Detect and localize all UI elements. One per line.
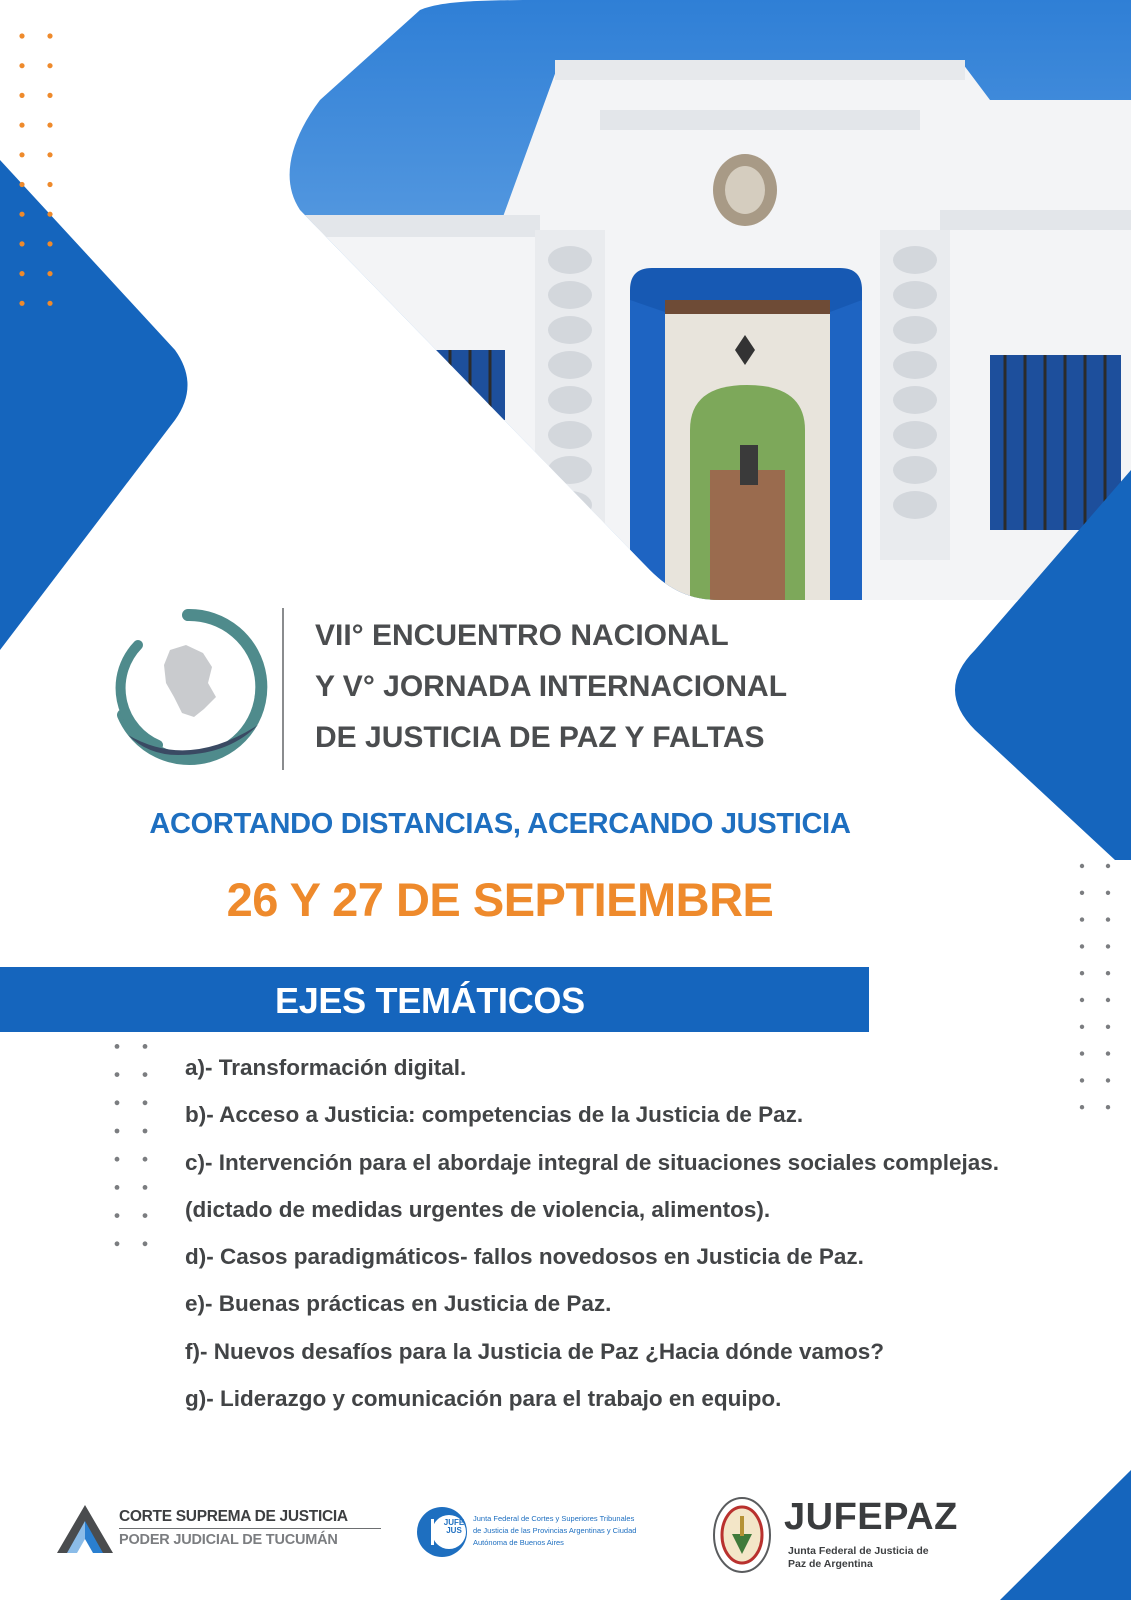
decorative-dot xyxy=(1106,998,1110,1002)
decorative-dot xyxy=(1080,864,1084,868)
topic-item: (dictado de medidas urgentes de violencia, alimentos). xyxy=(185,1196,771,1222)
decorative-dot xyxy=(19,152,24,157)
decorative-dot xyxy=(115,1100,120,1105)
topic-item: a)- Transformación digital. xyxy=(185,1055,467,1080)
jufejus-line: Junta Federal de Cortes y Superiores Tribunales xyxy=(473,1514,635,1523)
csj-emblem-icon xyxy=(55,1503,115,1555)
csj-divider xyxy=(119,1528,381,1529)
decorative-dot xyxy=(143,1157,148,1162)
decorative-dot xyxy=(47,301,52,306)
jufepaz-line2: Paz de Argentina xyxy=(788,1558,873,1570)
decorative-dot xyxy=(115,1241,120,1246)
decorative-dot xyxy=(47,241,52,246)
right-blue-shape xyxy=(955,470,1131,860)
topic-item: f)- Nuevos desafíos para la Justicia de Paz ¿Hacia dónde vamos? xyxy=(185,1338,884,1364)
topic-item: e)- Buenas prácticas en Justicia de Paz. xyxy=(185,1291,612,1317)
left-blue-shape xyxy=(0,160,188,650)
decorative-dot xyxy=(1080,1025,1084,1029)
csj-line1: CORTE SUPREMA DE JUSTICIA xyxy=(119,1508,348,1525)
decorative-dot xyxy=(1080,971,1084,975)
topics-heading: EJES TEMÁTICOS xyxy=(275,980,585,1021)
topic-item: g)- Liderazgo y comunicación para el trabajo en equipo. xyxy=(185,1386,782,1412)
decorative-dot xyxy=(115,1072,120,1077)
decorative-dot xyxy=(47,123,52,128)
jufepaz-name: JUFEPAZ xyxy=(784,1496,958,1538)
decorative-dot xyxy=(19,63,24,68)
event-title-line: DE JUSTICIA DE PAZ Y FALTAS xyxy=(315,721,765,754)
decorative-dot xyxy=(1106,891,1110,895)
decorative-dot xyxy=(143,1072,148,1077)
decorative-dot xyxy=(47,212,52,217)
decorative-dot xyxy=(1106,944,1110,948)
decorative-dot xyxy=(47,182,52,187)
csj-logo xyxy=(55,1503,348,1563)
event-logo xyxy=(108,605,268,770)
decorative-dot xyxy=(1080,1078,1084,1082)
decorative-dot xyxy=(47,63,52,68)
decorative-dot xyxy=(1106,917,1110,921)
decorative-dot xyxy=(143,1213,148,1218)
decorative-dot xyxy=(1080,1051,1084,1055)
decorative-dot xyxy=(19,123,24,128)
decorative-dot xyxy=(115,1129,120,1134)
decorative-dot xyxy=(143,1044,148,1049)
corner-blue-shape xyxy=(1000,1470,1131,1600)
jufepaz-seal-icon xyxy=(712,1496,772,1574)
decorative-dot xyxy=(19,241,24,246)
decorative-dot xyxy=(47,152,52,157)
decorative-dot xyxy=(115,1044,120,1049)
decorative-dot xyxy=(1106,864,1110,868)
jufejus-line: de Justicia de las Provincias Argentinas y Ciudad xyxy=(473,1526,637,1535)
decorative-dot xyxy=(1080,891,1084,895)
jufejus-mark: JUFE JUS xyxy=(443,1518,465,1535)
event-title-line: Y V° JORNADA INTERNACIONAL xyxy=(315,670,788,703)
decorative-dot xyxy=(1106,1051,1110,1055)
decorative-dot xyxy=(1106,971,1110,975)
csj-line2: PODER JUDICIAL DE TUCUMÁN xyxy=(119,1532,338,1548)
decorative-dot xyxy=(143,1185,148,1190)
jufepaz-logo xyxy=(712,1496,972,1576)
decorative-dot xyxy=(115,1185,120,1190)
jufejus-line: Autónoma de Buenos Aires xyxy=(473,1538,564,1547)
decorative-dot xyxy=(19,33,24,38)
topic-item: c)- Intervención para el abordaje integral de situaciones sociales complejas. xyxy=(185,1149,1000,1175)
decorative-dot xyxy=(19,182,24,187)
jufejus-logo xyxy=(415,1503,655,1563)
decorative-dot xyxy=(1080,998,1084,1002)
decorative-dot xyxy=(47,271,52,276)
decorative-dot xyxy=(115,1213,120,1218)
decorative-dot xyxy=(1080,1105,1084,1109)
decorative-dot xyxy=(19,212,24,217)
event-title xyxy=(315,610,955,763)
event-dates: 26 Y 27 DE SEPTIEMBRE xyxy=(226,873,774,926)
decorative-dot xyxy=(1106,1025,1110,1029)
decorative-dot xyxy=(19,301,24,306)
decorative-dot xyxy=(143,1100,148,1105)
decorative-dot xyxy=(1080,944,1084,948)
decorative-dot xyxy=(1106,1105,1110,1109)
event-slogan: ACORTANDO DISTANCIAS, ACERCANDO JUSTICIA xyxy=(149,808,851,840)
decorative-dot xyxy=(115,1157,120,1162)
decorative-dot xyxy=(47,33,52,38)
decorative-dot xyxy=(143,1129,148,1134)
jufejus-text xyxy=(473,1513,636,1549)
decorative-dot xyxy=(19,93,24,98)
decorative-dot xyxy=(19,271,24,276)
event-title-line: VII° ENCUENTRO NACIONAL xyxy=(315,619,729,652)
decorative-dot xyxy=(1080,917,1084,921)
title-divider xyxy=(282,608,284,770)
decorative-dot xyxy=(47,93,52,98)
topics-list xyxy=(185,1052,999,1430)
jufepaz-line1: Junta Federal de Justicia de xyxy=(788,1545,929,1557)
topic-item: b)- Acceso a Justicia: competencias de la Justicia de Paz. xyxy=(185,1102,804,1128)
decorative-dot xyxy=(1106,1078,1110,1082)
decorative-dot xyxy=(143,1241,148,1246)
topic-item: d)- Casos paradigmáticos- fallos novedosos en Justicia de Paz. xyxy=(185,1244,864,1270)
